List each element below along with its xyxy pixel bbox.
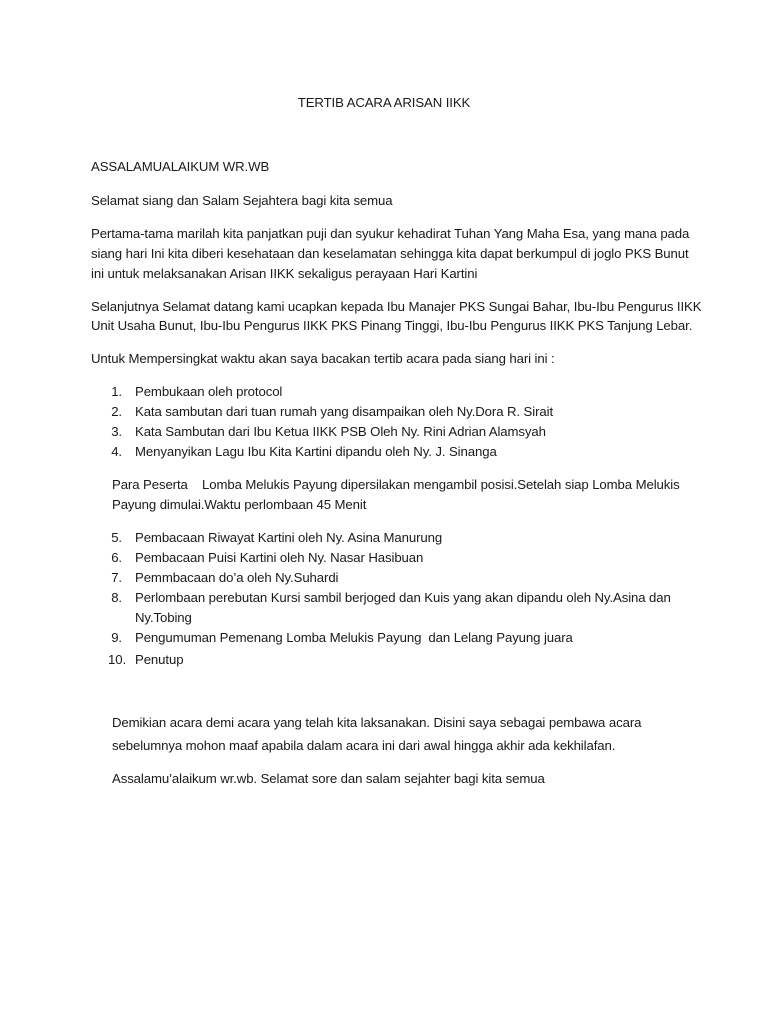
- list-item-number: 8.: [111, 590, 122, 605]
- paragraph-line: siang hari Ini kita diberi kesehataan dan keselamatan sehingga kita dapat berkumpul di joglo PKS Bunut: [91, 246, 689, 261]
- list-item-number: 4.: [111, 444, 122, 459]
- list-item-number: 7.: [111, 570, 122, 585]
- list-item-text: Pengumuman Pemenang Lomba Melukis Payung dan Lelang Payung juara: [135, 630, 573, 645]
- list-item-text: Pembacaan Riwayat Kartini oleh Ny. Asina Manurung: [135, 530, 443, 545]
- list-item-number: 6.: [111, 550, 122, 565]
- paragraph-line: Unit Usaha Bunut, Ibu-Ibu Pengurus IIKK PKS Pinang Tinggi, Ibu-Ibu Pengurus IIKK PKS Tanjung Lebar.: [91, 318, 693, 333]
- paragraph-line: ini untuk melaksanakan Arisan IIKK sekaligus perayaan Hari Kartini: [91, 266, 478, 281]
- agenda-intro: Untuk Mempersingkat waktu akan saya bacakan tertib acara pada siang hari ini :: [91, 351, 555, 366]
- list-item-number: 9.: [111, 630, 122, 645]
- list-item-text: Menyanyikan Lagu Ibu Kita Kartini dipandu oleh Ny. J. Sinanga: [135, 444, 497, 459]
- list-item-number: 1.: [111, 384, 122, 399]
- list-item-text: Pembacaan Puisi Kartini oleh Ny. Nasar Hasibuan: [135, 550, 424, 565]
- list-item-text: Pembukaan oleh protocol: [135, 384, 283, 399]
- list-item-number: 5.: [111, 530, 122, 545]
- list-item-number: 3.: [111, 424, 122, 439]
- list-item-number: 2.: [111, 404, 122, 419]
- document-title: TERTIB ACARA ARISAN IIKK: [297, 95, 471, 110]
- farewell-line: Assalamu’alaikum wr.wb. Selamat sore dan salam sejahter bagi kita semua: [112, 771, 545, 786]
- list-item-text: Kata sambutan dari tuan rumah yang disampaikan oleh Ny.Dora R. Sirait: [135, 404, 554, 419]
- list-item-text: Penutup: [135, 652, 184, 667]
- paragraph-line: Demikian acara demi acara yang telah kita laksanakan. Disini saya sebagai pembawa acara: [112, 715, 642, 730]
- list-item-text: Kata Sambutan dari Ibu Ketua IIKK PSB Oleh Ny. Rini Adrian Alamsyah: [135, 424, 546, 439]
- paragraph-line: sebelumnya mohon maaf apabila dalam acara ini dari awal hingga akhir ada kekhilafan.: [112, 738, 616, 753]
- welcome-line: Selamat siang dan Salam Sejahtera bagi kita semua: [91, 193, 393, 208]
- list-item-text: Pemmbacaan do’a oleh Ny.Suhardi: [135, 570, 339, 585]
- paragraph-line: Selanjutnya Selamat datang kami ucapkan kepada Ibu Manajer PKS Sungai Bahar, Ibu-Ibu Pengurus IIKK: [91, 299, 702, 314]
- paragraph-line: Payung dimulai.Waktu perlombaan 45 Menit: [112, 497, 367, 512]
- list-item-number: 10.: [108, 652, 127, 667]
- list-item-text: Perlombaan perebutan Kursi sambil berjoged dan Kuis yang akan dipandu oleh Ny.Asina dan: [135, 590, 671, 605]
- greeting: ASSALAMUALAIKUM WR.WB: [91, 159, 270, 174]
- paragraph-line: Para Peserta Lomba Melukis Payung dipersilakan mengambil posisi.Setelah siap Lomba Melukis: [112, 477, 680, 492]
- paragraph-line: Pertama-tama marilah kita panjatkan puji dan syukur kehadirat Tuhan Yang Maha Esa, yang mana pada: [91, 226, 690, 241]
- list-item-continuation: Ny.Tobing: [135, 610, 192, 625]
